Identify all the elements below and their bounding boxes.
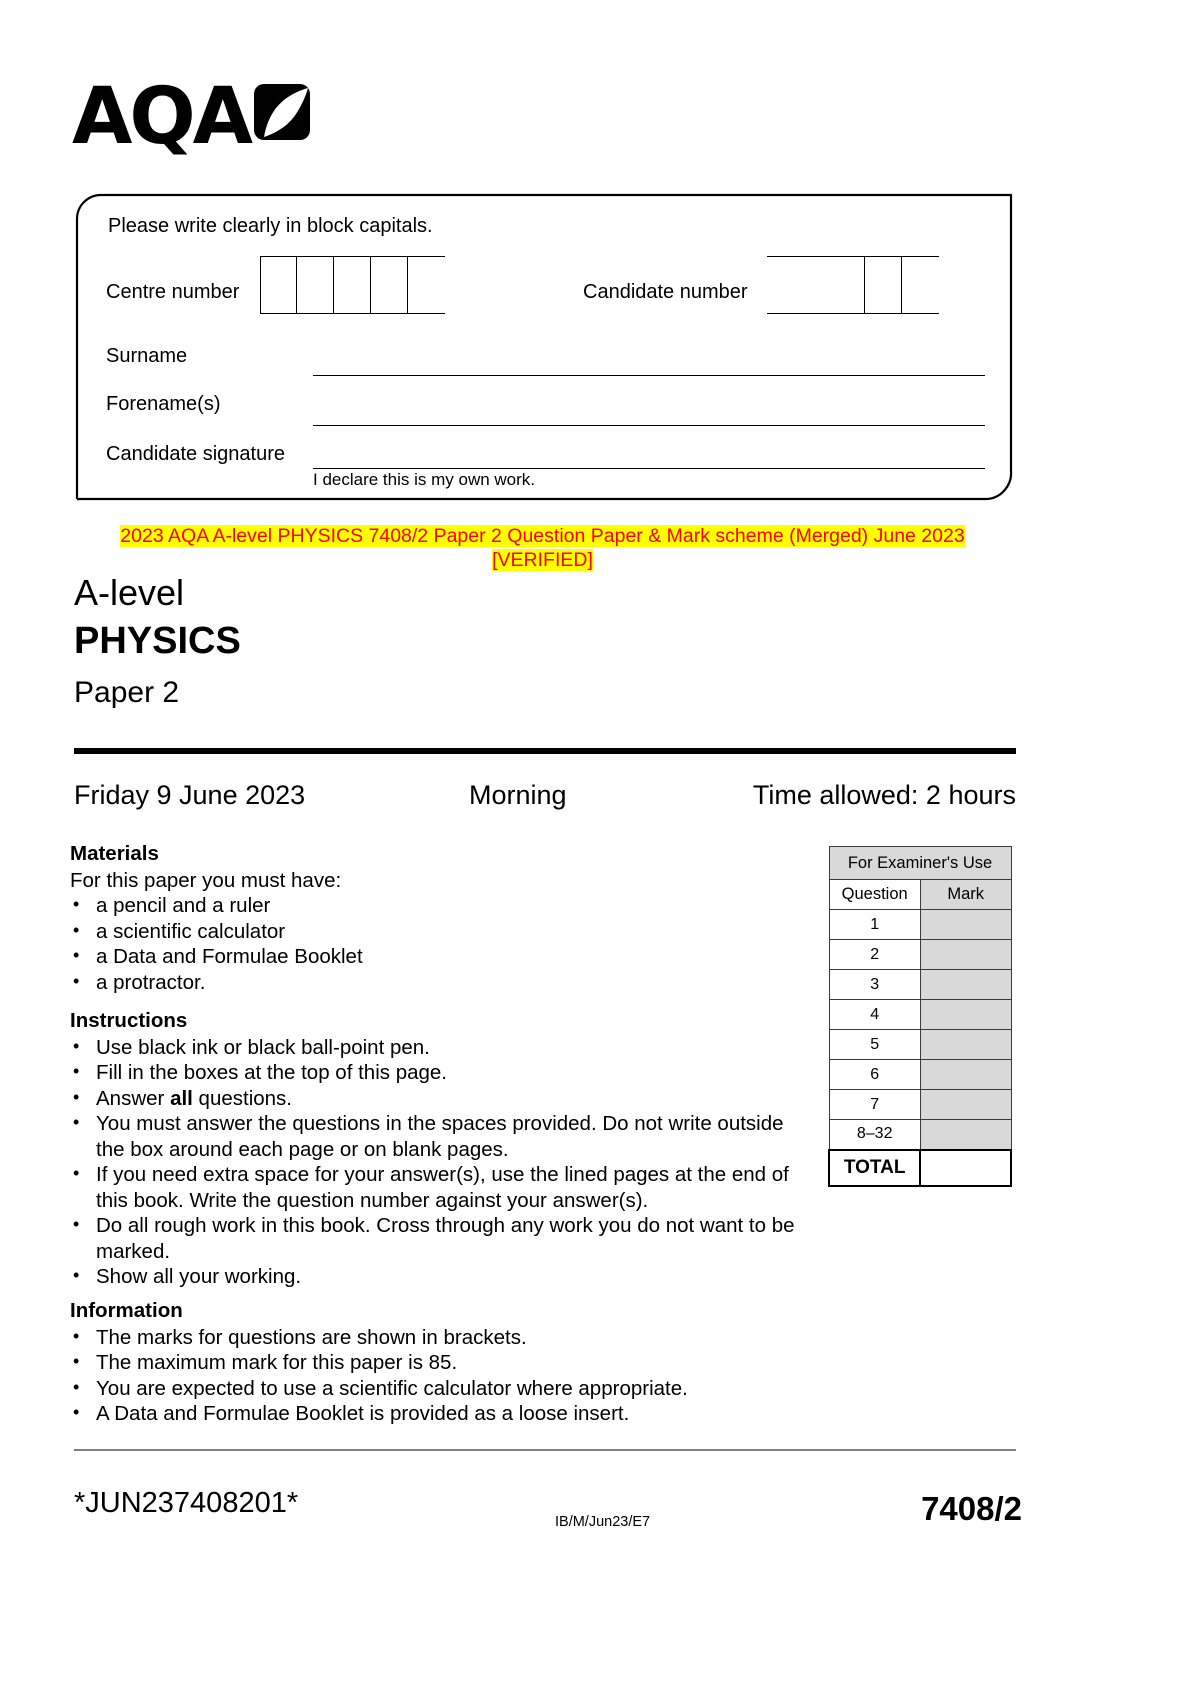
candidate-number-cell[interactable]: [902, 257, 939, 313]
list-item: • The marks for questions are shown in brackets.: [70, 1325, 810, 1351]
aqa-logo: [72, 72, 310, 162]
forenames-input[interactable]: [313, 425, 985, 426]
total-label: TOTAL: [829, 1150, 920, 1186]
table-row: [829, 1060, 1011, 1090]
information-list: [70, 1325, 810, 1427]
list-item: • a Data and Formulae Booklet: [70, 944, 810, 970]
list-item: • Show all your working.: [70, 1264, 810, 1290]
aqa-leaf-icon: [254, 84, 310, 145]
verified-banner-line2: [VERIFIED]: [492, 549, 593, 571]
candidate-signature-label: Candidate signature: [106, 443, 286, 465]
examiner-table-title-row: [829, 847, 1011, 880]
table-row: [829, 910, 1011, 940]
centre-number-cell[interactable]: [334, 257, 371, 313]
list-item: • a scientific calculator: [70, 919, 810, 945]
surname-input[interactable]: [313, 375, 985, 376]
list-item: • You must answer the questions in the spaces provided. Do not write outside the box around each page or on blank pages.: [70, 1111, 810, 1162]
list-item: • Do all rough work in this book. Cross through any work you do not want to be marked.: [70, 1213, 810, 1264]
list-item: • The maximum mark for this paper is 85.: [70, 1350, 810, 1376]
qualification-level: A-level: [74, 572, 185, 613]
candidate-number-input[interactable]: [767, 256, 939, 314]
list-item: • a protractor.: [70, 970, 810, 996]
question-label: 4: [829, 1000, 920, 1030]
examiner-total-row: [829, 1150, 1011, 1186]
materials-list: [70, 893, 810, 995]
exam-date: Friday 9 June 2023: [74, 780, 306, 810]
barcode-text: *JUN237408201*: [74, 1487, 299, 1519]
declaration-text: I declare this is my own work.: [313, 470, 536, 489]
list-item: • a pencil and a ruler: [70, 893, 810, 919]
total-mark-cell[interactable]: [920, 1150, 1011, 1186]
aqa-logo-text: AQA: [72, 72, 251, 162]
list-item: • If you need extra space for your answer(s), use the lined pages at the end of this book. Write the question number against your answer(s).: [70, 1162, 810, 1213]
examiner-table-header-row: [829, 880, 1011, 910]
exam-info-row: [74, 780, 1016, 811]
instructions-section: [70, 1008, 810, 1290]
centre-number-input[interactable]: [260, 256, 445, 314]
question-label: 2: [829, 940, 920, 970]
centre-number-cell[interactable]: [260, 257, 297, 313]
list-item: • Answer all questions.: [70, 1086, 810, 1112]
verified-banner: [75, 524, 1010, 572]
examiner-table-title: For Examiner's Use: [829, 847, 1011, 880]
table-row: [829, 1030, 1011, 1060]
mark-cell[interactable]: [920, 1120, 1011, 1150]
list-item: • Fill in the boxes at the top of this page.: [70, 1060, 810, 1086]
exam-time-allowed: Time allowed: 2 hours: [752, 780, 1016, 810]
mark-cell[interactable]: [920, 970, 1011, 1000]
table-row: [829, 940, 1011, 970]
mark-cell[interactable]: [920, 1000, 1011, 1030]
examiner-use-table: [828, 846, 1012, 1187]
candidate-number-label: Candidate number: [583, 281, 748, 303]
block-capitals-note: Please write clearly in block capitals.: [108, 215, 433, 237]
candidate-details-fields: [75, 193, 1010, 498]
question-label: 1: [829, 910, 920, 940]
footer-divider: [74, 1449, 1016, 1451]
examiner-col-mark: Mark: [920, 880, 1011, 910]
title-divider: [74, 748, 1016, 754]
list-item: • You are expected to use a scientific calculator where appropriate.: [70, 1376, 810, 1402]
candidate-number-cell[interactable]: [767, 257, 865, 313]
question-label: 8–32: [829, 1120, 920, 1150]
information-section: [70, 1298, 810, 1427]
question-label: 6: [829, 1060, 920, 1090]
surname-label: Surname: [106, 345, 188, 367]
mark-cell[interactable]: [920, 1060, 1011, 1090]
paper-code: 7408/2: [921, 1490, 1022, 1527]
list-item: • Use black ink or black ball-point pen.: [70, 1035, 810, 1061]
examiner-table-body: [829, 847, 1011, 1186]
centre-number-cell[interactable]: [297, 257, 334, 313]
ib-code: IB/M/Jun23/E7: [555, 1514, 651, 1530]
table-row: [829, 970, 1011, 1000]
question-label: 3: [829, 970, 920, 1000]
subject-title: PHYSICS: [74, 620, 241, 662]
materials-heading: Materials: [70, 842, 159, 865]
exam-session: Morning: [469, 780, 567, 810]
list-item: • A Data and Formulae Booklet is provided as a loose insert.: [70, 1401, 810, 1427]
verified-banner-line1: 2023 AQA A-level PHYSICS 7408/2 Paper 2 Question Paper & Mark scheme (Merged) June 2023: [120, 525, 965, 547]
examiner-col-question: Question: [829, 880, 920, 910]
centre-number-cell[interactable]: [371, 257, 408, 313]
paper-number: Paper 2: [74, 676, 180, 709]
information-heading: Information: [70, 1299, 183, 1322]
candidate-signature-input[interactable]: [313, 468, 985, 469]
mark-cell[interactable]: [920, 940, 1011, 970]
mark-cell[interactable]: [920, 910, 1011, 940]
centre-number-label: Centre number: [106, 281, 240, 303]
table-row: [829, 1000, 1011, 1030]
centre-number-cell[interactable]: [408, 257, 445, 313]
materials-intro: For this paper you must have:: [70, 868, 342, 892]
forenames-label: Forename(s): [106, 393, 221, 415]
mark-cell[interactable]: [920, 1030, 1011, 1060]
instructions-heading: Instructions: [70, 1009, 188, 1032]
mark-cell[interactable]: [920, 1090, 1011, 1120]
instructions-list: [70, 1035, 810, 1290]
materials-section: [70, 841, 810, 995]
table-row: [829, 1090, 1011, 1120]
question-label: 5: [829, 1030, 920, 1060]
candidate-number-cell[interactable]: [865, 257, 902, 313]
table-row: [829, 1120, 1011, 1150]
question-label: 7: [829, 1090, 920, 1120]
